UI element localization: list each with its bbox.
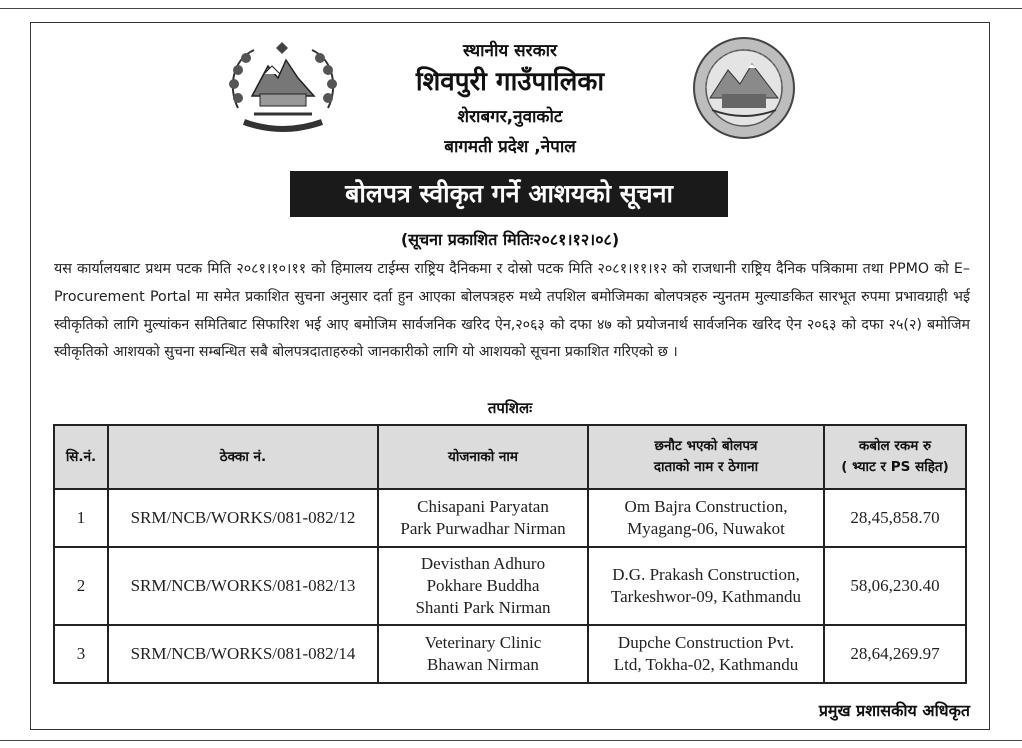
notice-title: बोलपत्र स्वीकृत गर्ने आशयको सूचना — [290, 171, 728, 217]
header-bidder: छनौट भएको बोलपत्र दाताको नाम र ठेगाना — [588, 425, 824, 489]
row-bidder: Om Bajra Construction, Myagang-06, Nuwakot — [588, 489, 824, 547]
province-label: बागमती प्रदेश ,नेपाल — [444, 137, 576, 157]
header-sn: सि.नं. — [54, 425, 108, 489]
municipality-address: शेराबगर,नुवाकोट — [457, 107, 563, 127]
row-bidder: D.G. Prakash Construction, Tarkeshwor-09, Kathmandu — [588, 547, 824, 625]
table-row — [54, 625, 966, 683]
table-row — [54, 547, 966, 625]
signatory-title: प्रमुख प्रशासकीय अधिकृत — [818, 701, 970, 720]
bid-table — [53, 424, 967, 684]
row-project: Veterinary Clinic Bhawan Nirman — [378, 625, 588, 683]
row-amount: 28,45,858.70 — [824, 489, 966, 547]
row-sn: 3 — [54, 625, 108, 683]
row-sn: 2 — [54, 547, 108, 625]
local-government-label: स्थानीय सरकार — [462, 41, 557, 61]
municipality-seal-icon — [692, 36, 796, 140]
row-amount: 28,64,269.97 — [824, 625, 966, 683]
row-amount: 58,06,230.40 — [824, 547, 966, 625]
header-amount: कबोल रकम रु ( भ्याट र PS सहित) — [824, 425, 966, 489]
notice-body: यस कार्यालयबाट प्रथम पटक मिति २०८१।१०।११ को हिमालय टाईम्स राष्ट्रिय दैनिकमा र दोस्रो पटक मिति २०८१।११।१२ को राजधानी राष्ट्रिय दैनिक पत्रिकामा तथा PPMO को E–Procurement Portal मा समेत प्रकाशित सुचना अनुसार दर्ता हुन आएका बोलपत्रहरु मध्ये तपशिल बमोजिमका बोलपत्रहरु न्युनतम मुल्याङकित सारभूत रुपमा प्रभावग्राही भई स्वीकृतिको लागि मुल्यांकन समितिबाट सिफारिश भई आए बमोजिम सार्वजनिक खरिद ऐन,२०६३ को दफा ४७ को प्रयोजनार्थ सार्वजनिक खरिद ऐन २०६३ को दफा २५(२) बमोजिम स्वीकृतिको आशयको सुचना सम्बन्धित सबै बोलपत्रदाताहरुको जानकारीको लागि यो आशयको सूचना प्रकाशित गरिएको छ । — [54, 261, 970, 361]
details-label: तपशिलः — [487, 399, 533, 417]
row-project: Chisapani Paryatan Park Purwadhar Nirman — [378, 489, 588, 547]
municipality-name: शिवपुरी गाउँपालिका — [415, 67, 605, 97]
table-row — [54, 489, 966, 547]
row-contract: SRM/NCB/WORKS/081-082/13 — [108, 547, 378, 625]
header-contract: ठेक्का नं. — [108, 425, 378, 489]
row-project: Devisthan Adhuro Pokhare Buddha Shanti Park Nirman — [378, 547, 588, 625]
row-bidder: Dupche Construction Pvt. Ltd, Tokha-02, Kathmandu — [588, 625, 824, 683]
row-contract: SRM/NCB/WORKS/081-082/12 — [108, 489, 378, 547]
top-rule — [0, 8, 1022, 9]
bottom-rule — [0, 740, 1022, 741]
publication-date: (सूचना प्रकाशित मितिः२०८१।१२।०८) — [400, 230, 620, 249]
header-project: योजनाको नाम — [378, 425, 588, 489]
table-header-row — [54, 425, 966, 489]
row-sn: 1 — [54, 489, 108, 547]
row-contract: SRM/NCB/WORKS/081-082/14 — [108, 625, 378, 683]
